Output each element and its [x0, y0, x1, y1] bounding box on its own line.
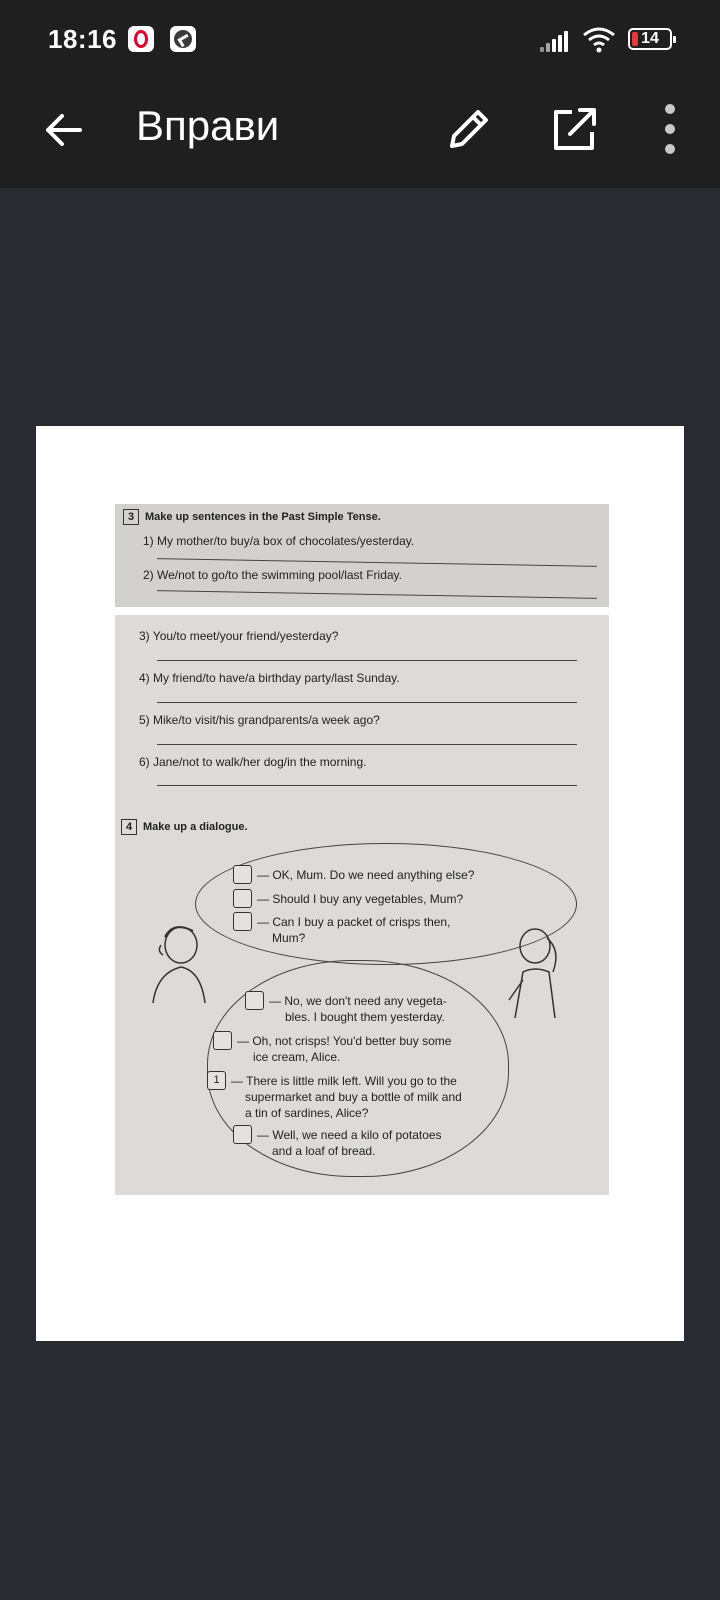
answer-line	[157, 660, 577, 661]
answer-box[interactable]	[245, 991, 264, 1010]
scan-image-exercise-3-top	[115, 504, 609, 607]
back-arrow-icon[interactable]	[40, 106, 88, 154]
dialogue-line: — OK, Mum. Do we need anything else?	[257, 868, 475, 882]
answer-box[interactable]	[233, 1125, 252, 1144]
dialogue-line: — Can I buy a packet of crisps then,	[257, 915, 451, 929]
signal-icon	[540, 30, 572, 52]
opera-icon	[128, 26, 154, 52]
exercise-3-item: 5) Mike/to visit/his grandparents/a week ago?	[139, 713, 380, 727]
exercise-3-item: 3) You/to meet/your friend/yesterday?	[139, 629, 339, 643]
scan-image-exercise-3-4	[115, 615, 609, 1195]
dialogue-line: — Oh, not crisps! You'd better buy some	[237, 1034, 452, 1048]
answer-line	[157, 744, 577, 745]
answer-line	[157, 785, 577, 786]
dialogue-line: — No, we don't need any vegeta-	[269, 994, 447, 1008]
status-bar	[0, 0, 720, 80]
dialogue-line-cont: ice cream, Alice.	[253, 1050, 341, 1064]
app-bar	[0, 80, 720, 188]
exercise-4-title: Make up a dialogue.	[143, 821, 248, 833]
more-vert-icon[interactable]	[660, 102, 680, 158]
exercise-3-number: 3	[123, 509, 139, 525]
battery-level: 14	[641, 30, 659, 47]
answer-box[interactable]	[213, 1031, 232, 1050]
exercise-3-item: 1) My mother/to buy/a box of chocolates/yesterday.	[143, 534, 415, 548]
exercise-3-title: Make up sentences in the Past Simple Tense.	[145, 511, 381, 523]
exercise-3-item: 6) Jane/not to walk/her dog/in the morning.	[139, 755, 367, 769]
battery-icon	[628, 28, 672, 50]
exercise-4-heading	[121, 819, 248, 835]
dialogue-line-cont: bles. I bought them yesterday.	[285, 1010, 445, 1024]
answer-box[interactable]	[233, 889, 252, 908]
answer-box[interactable]	[233, 912, 252, 931]
status-time: 18:16	[48, 24, 117, 54]
dialogue-line: — Should I buy any vegetables, Mum?	[257, 892, 464, 906]
document-page[interactable]	[36, 426, 684, 1341]
dialogue-line: — There is little milk left. Will you go to the	[231, 1074, 457, 1088]
dialogue-line-cont: Mum?	[272, 931, 306, 945]
exercise-3-item: 4) My friend/to have/a birthday party/last Sunday.	[139, 671, 400, 685]
answer-line	[157, 702, 577, 703]
wifi-icon	[582, 26, 616, 54]
dialogue-line: — Well, we need a kilo of potatoes	[257, 1128, 442, 1142]
open-external-icon[interactable]	[550, 104, 600, 154]
telegram-icon	[170, 26, 196, 52]
answer-box[interactable]: 1	[207, 1071, 226, 1090]
dialogue-line-cont: a tin of sardines, Alice?	[245, 1106, 369, 1120]
dialogue-line-cont: and a loaf of bread.	[272, 1144, 376, 1158]
screen-title: Вправи	[136, 102, 280, 149]
answer-line	[157, 590, 597, 599]
exercise-4-number: 4	[121, 819, 137, 835]
dialogue-line-cont: supermarket and buy a bottle of milk and	[245, 1090, 462, 1104]
mother-illustration	[143, 915, 213, 1005]
exercise-3-heading	[123, 509, 381, 525]
answer-line	[157, 558, 597, 567]
exercise-3-item: 2) We/not to go/to the swimming pool/last Friday.	[143, 568, 403, 582]
girl-illustration	[495, 920, 575, 1020]
pencil-icon[interactable]	[444, 104, 494, 154]
answer-box[interactable]	[233, 865, 252, 884]
